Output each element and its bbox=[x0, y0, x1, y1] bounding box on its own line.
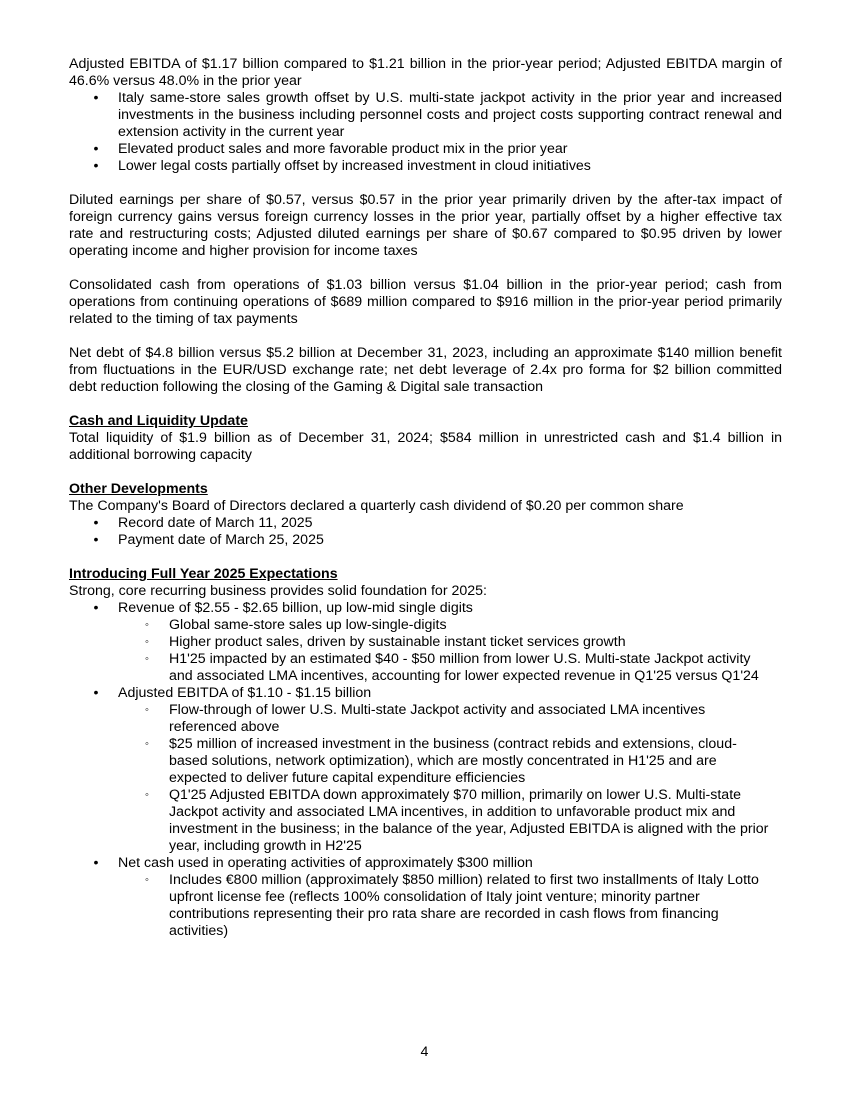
liquidity-paragraph: Total liquidity of $1.9 billion as of December 31, 2024; $584 million in unrestricted cash and $1.4 billion in additional borrowing capacity bbox=[69, 430, 782, 463]
sub-bullet-icon: ◦ bbox=[145, 636, 149, 648]
list-item: • Elevated product sales and more favorable product mix in the prior year bbox=[69, 141, 782, 158]
ebitda-paragraph: Adjusted EBITDA of $1.17 billion compared to $1.21 billion in the prior-year period; Adjusted EBITDA margin of 46.6% versus 48.0% in the prior year bbox=[69, 56, 782, 89]
ebitda-outlook: Adjusted EBITDA of $1.10 - $1.15 billion bbox=[118, 685, 372, 701]
dividend-bullet-list bbox=[69, 515, 782, 549]
outlook-heading: Introducing Full Year 2025 Expectations bbox=[69, 566, 338, 582]
cash-sub-list bbox=[118, 872, 782, 940]
bullet-icon: • bbox=[93, 158, 99, 174]
list-item: ◦ Flow-through of lower U.S. Multi-state Jackpot activity and associated LMA incentives referenced above bbox=[118, 702, 782, 736]
bullet-icon: • bbox=[93, 685, 99, 701]
list-item: ◦ Higher product sales, driven by sustainable instant ticket services growth bbox=[118, 634, 782, 651]
ebitda-sub-list bbox=[118, 702, 782, 855]
eps-paragraph: Diluted earnings per share of $0.57, versus $0.57 in the prior year primarily driven by the after-tax impact of foreign currency gains versus foreign currency losses in the prior year, partially offset by a higher effective tax rate and restructuring costs; Adjusted diluted earnings per share of $0.67 compared to $0.95 driven by lower operating income and higher provision for income taxes bbox=[69, 192, 782, 259]
list-item bbox=[69, 600, 782, 685]
cash-operations-paragraph: Consolidated cash from operations of $1.03 billion versus $1.04 billion in the prior-year period; cash from operations from continuing operations of $689 million compared to $916 million in the prior-year period primarily related to the timing of tax payments bbox=[69, 277, 782, 327]
bullet-icon: • bbox=[93, 90, 99, 106]
bullet-icon: • bbox=[93, 600, 99, 616]
bullet-icon: • bbox=[93, 855, 99, 871]
sub-bullet-icon: ◦ bbox=[145, 738, 149, 750]
sub-bullet-icon: ◦ bbox=[145, 653, 149, 665]
list-item: • Italy same-store sales growth offset by U.S. multi-state jackpot activity in the prior year and increased investments in the business including personnel costs and project costs supporting contract renewal and extension activity in the current year bbox=[69, 90, 782, 141]
list-item bbox=[69, 685, 782, 855]
list-item bbox=[69, 855, 782, 940]
revenue-outlook: Revenue of $2.55 - $2.65 billion, up low-mid single digits bbox=[118, 600, 473, 616]
cash-outlook: Net cash used in operating activities of approximately $300 million bbox=[118, 855, 533, 871]
list-item: ◦ Global same-store sales up low-single-digits bbox=[118, 617, 782, 634]
revenue-sub-list bbox=[118, 617, 782, 685]
net-debt-paragraph: Net debt of $4.8 billion versus $5.2 billion at December 31, 2023, including an approximate $140 million benefit from fluctuations in the EUR/USD exchange rate; net debt leverage of 2.4x pro forma for $2 billion committed debt reduction following the closing of the Gaming & Digital sale transaction bbox=[69, 345, 782, 395]
list-item: • Record date of March 11, 2025 bbox=[69, 515, 782, 532]
list-item: ◦ Includes €800 million (approximately $850 million) related to first two installments of Italy Lotto upfront license fee (reflects 100% consolidation of Italy joint venture; minority partner contributions representing their pro rata share are recorded in cash flows from financing activities) bbox=[118, 872, 782, 940]
list-item: • Lower legal costs partially offset by increased investment in cloud initiatives bbox=[69, 158, 782, 175]
page-number: 4 bbox=[420, 1044, 429, 1060]
list-item: ◦ $25 million of increased investment in the business (contract rebids and extensions, cloud-based solutions, network optimization), which are mostly concentrated in H1'25 and are expected to deliver future capital expenditure efficiencies bbox=[118, 736, 782, 787]
ebitda-bullet-list bbox=[69, 90, 782, 175]
sub-bullet-icon: ◦ bbox=[145, 874, 149, 886]
sub-bullet-icon: ◦ bbox=[145, 704, 149, 716]
other-developments-heading: Other Developments bbox=[69, 481, 208, 497]
sub-bullet-icon: ◦ bbox=[145, 619, 149, 631]
list-item: ◦ H1'25 impacted by an estimated $40 - $50 million from lower U.S. Multi-state Jackpot activity and associated LMA incentives, accounting for lower expected revenue in Q1'25 versus Q1'24 bbox=[118, 651, 782, 685]
sub-bullet-icon: ◦ bbox=[145, 789, 149, 801]
liquidity-heading: Cash and Liquidity Update bbox=[69, 413, 248, 429]
bullet-icon: • bbox=[93, 515, 99, 531]
outlook-intro: Strong, core recurring business provides solid foundation for 2025: bbox=[69, 583, 487, 599]
list-item: ◦ Q1'25 Adjusted EBITDA down approximately $70 million, primarily on lower U.S. Multi-state Jackpot activity and associated LMA incentives, in addition to unfavorable product mix and investment in the business; in the balance of the year, Adjusted EBITDA is aligned with the prior year, including growth in H2'25 bbox=[118, 787, 782, 855]
list-item: • Payment date of March 25, 2025 bbox=[69, 532, 782, 549]
bullet-icon: • bbox=[93, 532, 99, 548]
dividend-paragraph: The Company's Board of Directors declared a quarterly cash dividend of $0.20 per common share bbox=[69, 498, 684, 514]
bullet-icon: • bbox=[93, 141, 99, 157]
document-page bbox=[69, 56, 782, 940]
outlook-bullet-list bbox=[69, 600, 782, 940]
